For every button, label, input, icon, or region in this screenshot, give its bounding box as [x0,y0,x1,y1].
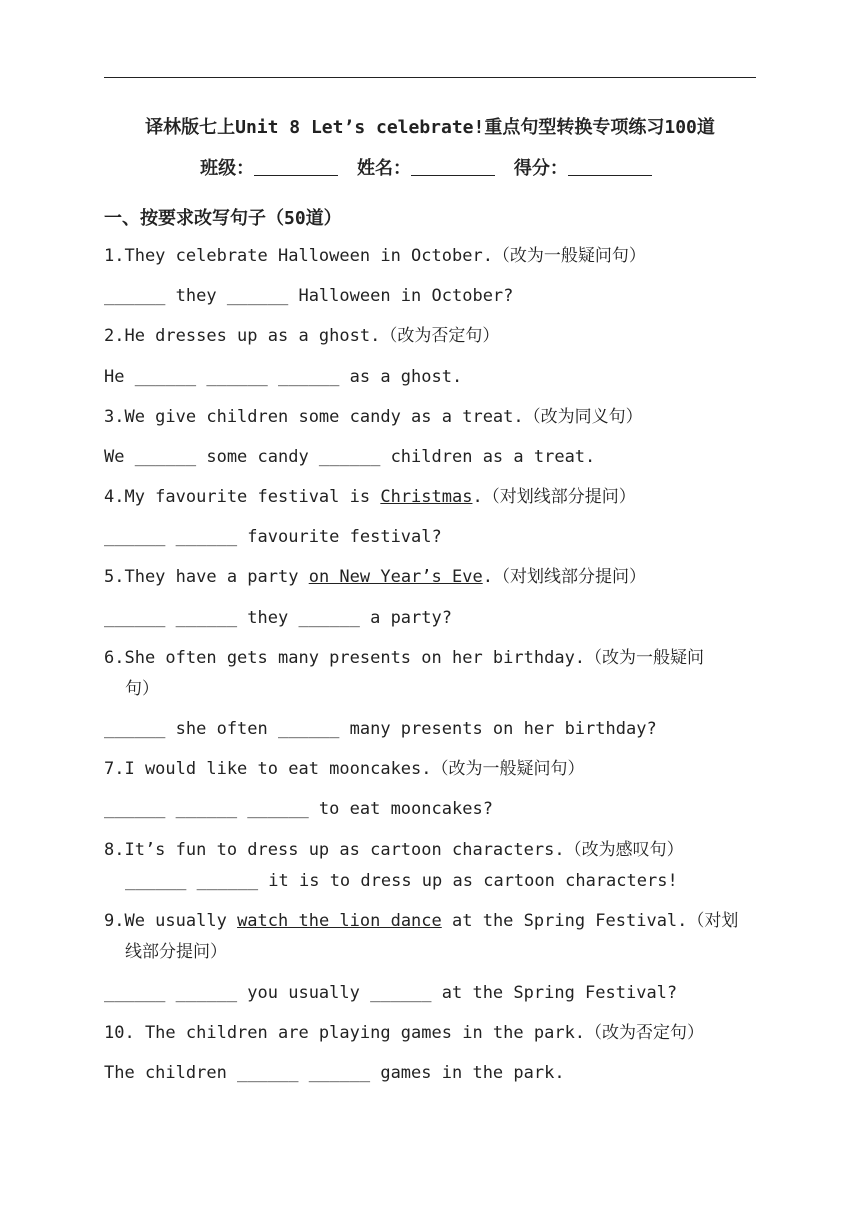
answer-9: ______ ______ you usually ______ at the Spring Festival? [104,983,678,1003]
question-9-instruction: at the Spring Festival.（对划 [441,911,739,931]
answer-2: He ______ ______ ______ as a ghost. [104,367,463,387]
header-rule [104,77,756,78]
name-blank[interactable] [411,157,495,176]
underlined-phrase: watch the lion dance [237,911,442,931]
question-5 [104,562,756,593]
answer-4: ______ ______ favourite festival? [104,527,442,547]
underlined-phrase: Christmas [380,487,473,507]
underlined-phrase: on New Year’s Eve [308,567,483,587]
answer-3: We ______ some candy ______ children as a treat. [104,447,596,467]
score-blank[interactable] [568,157,652,176]
answer-5: ______ ______ they ______ a party? [104,608,452,628]
question-10: 10. The children are playing games in the park.（改为否定句） [104,1023,705,1043]
name-label: 姓名： [357,158,411,179]
answer-1: ______ they ______ Halloween in October? [104,286,514,306]
answer-6: ______ she often ______ many presents on her birthday? [104,719,657,739]
class-blank[interactable] [254,157,338,176]
question-6: 6.She often gets many presents on her birthday.（改为一般疑问 [104,648,705,668]
question-4 [104,482,756,513]
question-5-instruction: .（对划线部分提问） [482,567,646,587]
answer-10: The children ______ ______ games in the park. [104,1063,565,1083]
question-9-text: 9.We usually [104,911,238,931]
class-label: 班级： [200,158,255,179]
document-title: 译林版七上Unit 8 Let’s celebrate!重点句型转换专项练习100道 [145,117,715,138]
question-4-text: 4.My favourite festival is [104,487,381,507]
score-label: 得分： [513,158,568,179]
answer-8: ______ ______ it is to dress up as cartoon characters! [125,871,678,891]
question-5-text: 5.They have a party [104,567,309,587]
question-2: 2.He dresses up as a ghost.（改为否定句） [104,326,500,346]
answer-7: ______ ______ ______ to eat mooncakes? [104,799,493,819]
question-9 [104,906,756,937]
student-info-line [0,154,860,180]
question-1: 1.They celebrate Halloween in October.（改为一般疑问句） [104,246,646,266]
question-4-instruction: .（对划线部分提问） [472,487,636,507]
question-9-continuation: 线部分提问） [125,942,227,962]
question-7: 7.I would like to eat mooncakes.（改为一般疑问句） [104,759,585,779]
question-6-continuation: 句） [125,679,159,699]
question-3: 3.We give children some candy as a treat.（改为同义句） [104,407,643,427]
question-8: 8.It’s fun to dress up as cartoon characters.（改为感叹句） [104,840,684,860]
section-heading: 一、按要求改写句子（50道） [104,208,342,229]
